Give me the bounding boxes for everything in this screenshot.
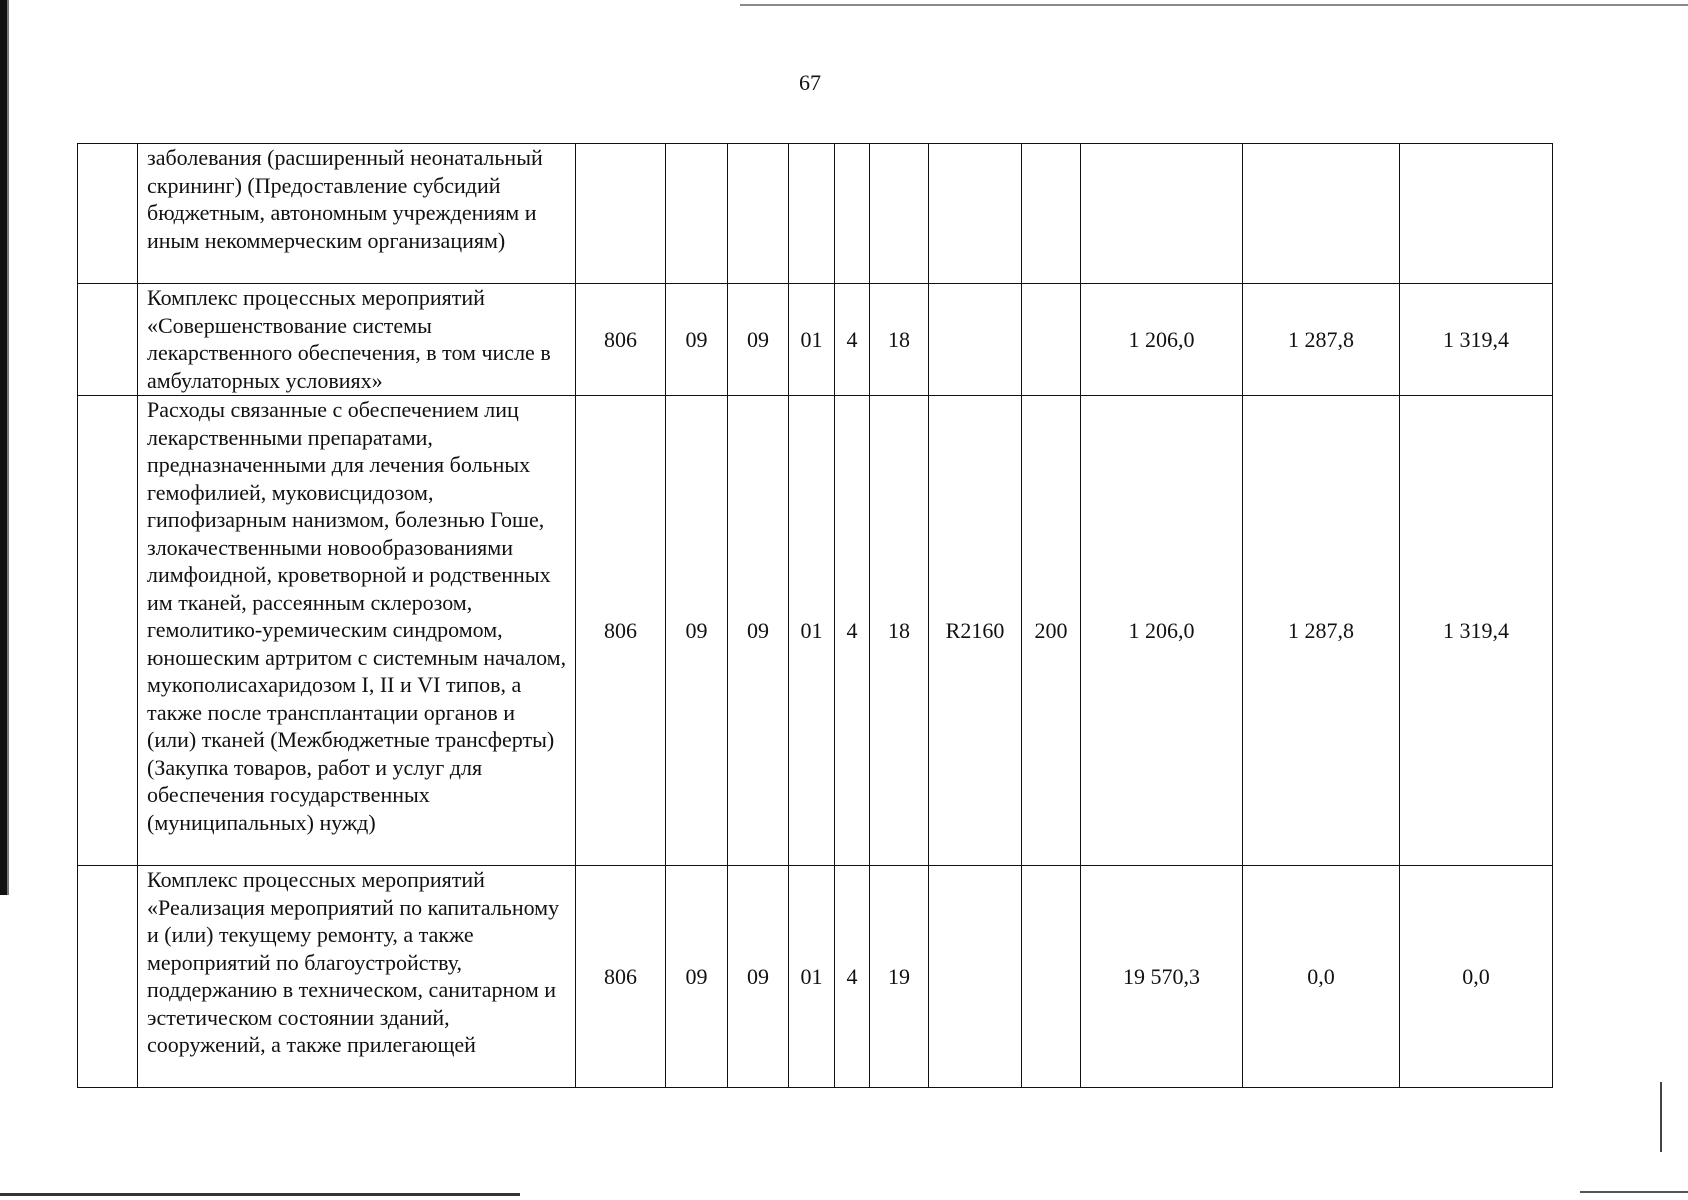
ministry-code: 806 xyxy=(576,866,666,1088)
program-code xyxy=(789,144,835,284)
ministry-code xyxy=(576,144,666,284)
section-code xyxy=(666,144,728,284)
ministry-code: 806 xyxy=(576,284,666,396)
direction-code xyxy=(929,866,1022,1088)
subsection-code: 09 xyxy=(728,866,789,1088)
scan-right-mark xyxy=(1660,1082,1662,1152)
row-number-cell xyxy=(78,396,138,866)
row-description: Комплекс процессных мероприятий «Реализация мероприятий по капитальному и (или) текущему ремонту, а также мероприятий по благоустройству, поддержанию в техническом, санитарном и эстетическом состоянии зданий, сооружений, а также прилегающей xyxy=(138,866,576,1088)
scan-edge xyxy=(0,0,7,895)
scan-bottom-rule xyxy=(0,1193,520,1196)
table-row xyxy=(78,866,1553,1088)
ministry-code: 806 xyxy=(576,396,666,866)
complex-code: 18 xyxy=(870,284,929,396)
scan-edge-shadow xyxy=(7,0,9,895)
amount-2025: 1 287,8 xyxy=(1243,284,1400,396)
page-number: 67 xyxy=(799,70,821,95)
row-number-cell xyxy=(78,144,138,284)
complex-code: 18 xyxy=(870,396,929,866)
row-number-cell xyxy=(78,284,138,396)
expense-type-code xyxy=(1022,866,1081,1088)
amount-2025 xyxy=(1243,144,1400,284)
row-description: Расходы связанные с обеспечением лиц лекарственными препаратами, предназначенными для лечения больных гемофилией, муковисцидозом, гипофизарным нанизмом, болезнью Гоше, злокачественными новообразованиями лимфоидной, кроветворной и родственных им тканей, рассеянным склерозом, гемолитико-уремическим синдромом, юношеским артритом с системным началом, мукополисахаридозом I, II и VI типов, а также после трансплантации органов и (или) тканей (Межбюджетные трансферты) (Закупка товаров, работ и услуг для обеспечения государственных (муниципальных) нужд) xyxy=(138,396,576,866)
row-description: заболевания (расширенный неонатальный скрининг) (Предоставление субсидий бюджетным, автономным учреждениям и иным некоммерческим организациям) xyxy=(138,144,576,284)
direction-code xyxy=(929,284,1022,396)
scan-top-rule xyxy=(740,4,1688,6)
expense-type-code: 200 xyxy=(1022,396,1081,866)
table-row xyxy=(78,396,1553,866)
complex-code: 19 xyxy=(870,866,929,1088)
row-description: Комплекс процессных мероприятий «Совершенствование системы лекарственного обеспечения, в том числе в амбулаторных условиях» xyxy=(138,284,576,396)
amount-2026: 1 319,4 xyxy=(1400,396,1553,866)
budget-table xyxy=(77,143,1553,1088)
program-code: 01 xyxy=(789,866,835,1088)
amount-2024: 19 570,3 xyxy=(1081,866,1243,1088)
subprogram-type-code: 4 xyxy=(835,284,870,396)
amount-2025: 1 287,8 xyxy=(1243,396,1400,866)
complex-code xyxy=(870,144,929,284)
expense-type-code xyxy=(1022,284,1081,396)
table-row xyxy=(78,284,1553,396)
subsection-code: 09 xyxy=(728,396,789,866)
expense-type-code xyxy=(1022,144,1081,284)
direction-code: R2160 xyxy=(929,396,1022,866)
amount-2024: 1 206,0 xyxy=(1081,284,1243,396)
scan-bottom-rule-right xyxy=(1580,1191,1688,1193)
section-code: 09 xyxy=(666,866,728,1088)
row-number-cell xyxy=(78,866,138,1088)
amount-2025: 0,0 xyxy=(1243,866,1400,1088)
subprogram-type-code: 4 xyxy=(835,866,870,1088)
program-code: 01 xyxy=(789,396,835,866)
subprogram-type-code: 4 xyxy=(835,396,870,866)
program-code: 01 xyxy=(789,284,835,396)
amount-2026: 0,0 xyxy=(1400,866,1553,1088)
subsection-code xyxy=(728,144,789,284)
table-row xyxy=(78,144,1553,284)
subprogram-type-code xyxy=(835,144,870,284)
subsection-code: 09 xyxy=(728,284,789,396)
amount-2026 xyxy=(1400,144,1553,284)
amount-2024 xyxy=(1081,144,1243,284)
direction-code xyxy=(929,144,1022,284)
section-code: 09 xyxy=(666,284,728,396)
amount-2026: 1 319,4 xyxy=(1400,284,1553,396)
amount-2024: 1 206,0 xyxy=(1081,396,1243,866)
section-code: 09 xyxy=(666,396,728,866)
